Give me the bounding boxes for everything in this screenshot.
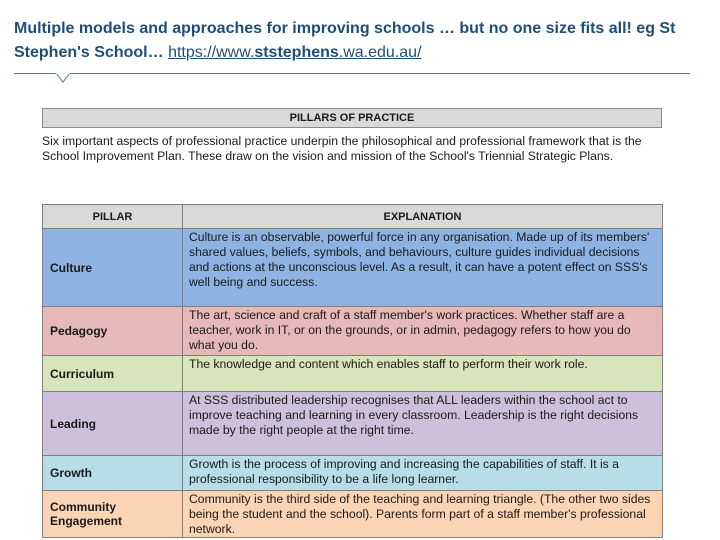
- pillar-explanation: Community is the third side of the teaching and learning triangle. (The other two sides being the student and the school). Parents form part of a staff member's professional network.: [183, 491, 663, 538]
- pillar-explanation: At SSS distributed leadership recognises that ALL leaders within the school act to improve teaching and learning in every classroom. Leadership is the right decisions made by the right people at the right time.: [183, 392, 663, 456]
- table-header-row: [43, 205, 663, 229]
- table-row: [43, 307, 663, 356]
- slide-title-text: Multiple models and approaches for improving schools … but no one size fits all! eg St Stephen's School…: [14, 20, 676, 61]
- slide-title: [14, 17, 704, 65]
- pillar-explanation: The knowledge and content which enables staff to perform their work role.: [183, 356, 663, 392]
- intro-paragraph: Six important aspects of professional practice underpin the philosophical and professional framework that is the School Improvement Plan. These draw on the vision and mission of the School's Triennial Strategic Plans.: [42, 134, 642, 163]
- table-row: [43, 392, 663, 456]
- pillar-name: Growth: [43, 456, 183, 491]
- callout-notch: [56, 73, 70, 87]
- table-row: [43, 356, 663, 392]
- column-header-explanation: EXPLANATION: [183, 205, 663, 229]
- title-divider: [14, 73, 690, 74]
- pillar-name: Pedagogy: [43, 307, 183, 356]
- pillar-name: Culture: [43, 229, 183, 307]
- pillars-table: [42, 204, 663, 538]
- pillars-of-practice-header: PILLARS OF PRACTICE: [42, 108, 662, 128]
- column-header-pillar: PILLAR: [43, 205, 183, 229]
- table-row: [43, 229, 663, 307]
- pillar-name: Leading: [43, 392, 183, 456]
- table-row: [43, 491, 663, 538]
- embedded-document: [42, 108, 662, 536]
- pillar-explanation: Growth is the process of improving and increasing the capabilities of staff. It is a professional responsibility to be a life long learner.: [183, 456, 663, 491]
- pillar-name: Curriculum: [43, 356, 183, 392]
- pillar-explanation: The art, science and craft of a staff member's work practices. Whether staff are a teacher, work in IT, or on the grounds, or in admin, pedagogy refers to how you do what you do.: [183, 307, 663, 356]
- school-website-link[interactable]: https://www.ststephens.wa.edu.au/: [168, 44, 422, 61]
- pillar-explanation: Culture is an observable, powerful force in any organisation. Made up of its members' shared values, beliefs, symbols, and behaviours, culture guides individual decisions and actions at the unconscious level. As a result, it can have a potent effect on SSS's well being and success.: [183, 229, 663, 307]
- table-row: [43, 456, 663, 491]
- pillar-name: Community Engagement: [43, 491, 183, 538]
